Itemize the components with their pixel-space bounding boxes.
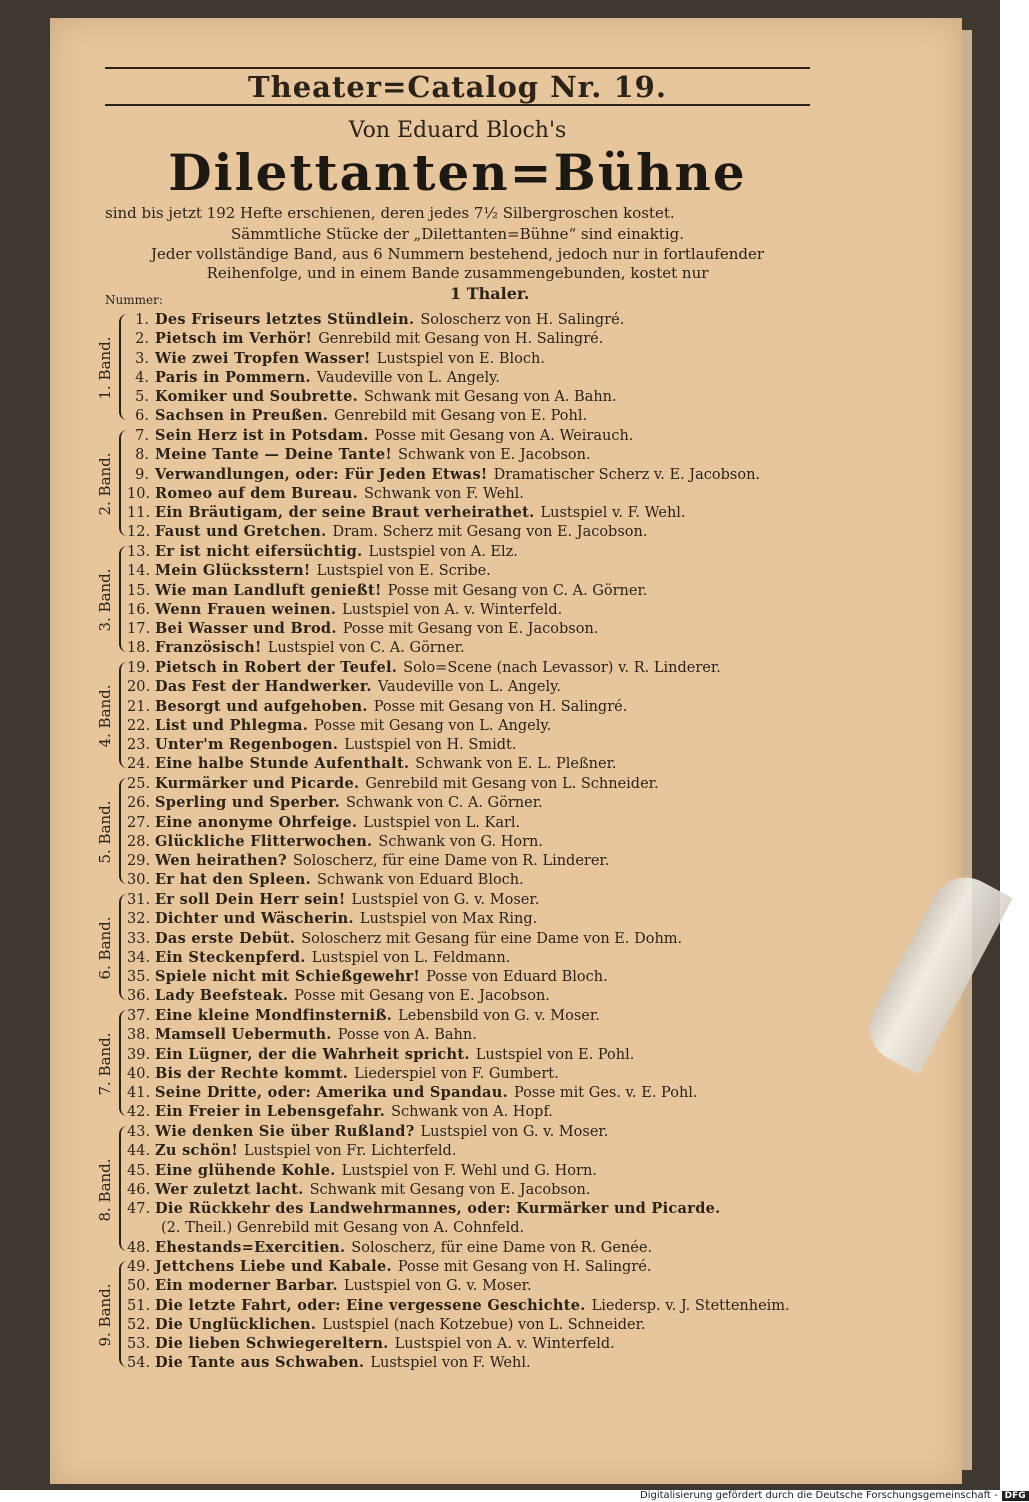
band-rows xyxy=(127,1122,727,1257)
item-number: 27. xyxy=(127,814,151,831)
list-item xyxy=(127,1083,698,1102)
item-description: Lustspiel von A. v. Winterfeld. xyxy=(394,1336,615,1353)
item-title: Die lieben Schwiegereltern. xyxy=(155,1335,389,1353)
item-description: Soloscherz, für eine Dame von R. Linderer. xyxy=(292,853,610,870)
item-description: Schwank von E. Jacobson. xyxy=(398,447,591,464)
list-item xyxy=(127,813,659,832)
item-description: Genrebild mit Gesang von E. Pohl. xyxy=(334,408,588,425)
item-title: Ein Bräutigam, der seine Braut verheirathet. xyxy=(155,504,535,522)
band-label-text: 9. Band. xyxy=(96,1283,114,1347)
item-title: Er soll Dein Herr sein! xyxy=(155,891,346,908)
item-description: Lustspiel von A. v. Winterfeld. xyxy=(342,601,563,618)
item-number: 43. xyxy=(127,1124,151,1140)
list-item xyxy=(127,716,721,735)
band-rows xyxy=(127,774,659,890)
item-title: Französisch! xyxy=(155,639,262,657)
item-description: Posse mit Gesang von E. Jacobson. xyxy=(294,988,550,1005)
item-description: Posse mit Gesang von C. A. Görner. xyxy=(387,582,648,599)
item-title: Mamsell Uebermuth. xyxy=(155,1026,332,1044)
item-description: Lustspiel von L. Feldmann. xyxy=(311,949,511,966)
item-number: 7. xyxy=(135,428,149,444)
item-description: Lustspiel von G. v. Moser. xyxy=(343,1278,532,1295)
item-description: Dram. Scherz mit Gesang von E. Jacobson. xyxy=(332,524,648,541)
item-number: 23. xyxy=(127,737,151,754)
item-title: Wie zwei Tropfen Wasser! xyxy=(155,349,371,367)
item-title: Lady Beefsteak. xyxy=(155,987,289,1005)
item-number: 22. xyxy=(127,717,151,734)
band-group xyxy=(96,1122,825,1257)
band-group xyxy=(96,1257,825,1373)
list-item xyxy=(127,1238,727,1257)
item-description: Lustspiel von G. v. Moser. xyxy=(351,892,540,908)
number-column-label: Nummer: xyxy=(105,293,163,307)
item-title: Glückliche Flitterwochen. xyxy=(155,832,373,850)
item-number: 25. xyxy=(127,776,151,792)
band-group xyxy=(96,426,825,542)
item-description: Solo=Scene (nach Levassor) v. R. Linderer. xyxy=(403,660,721,676)
item-description: Lustspiel von Max Ring. xyxy=(359,911,538,928)
list-item xyxy=(127,1161,727,1180)
item-description: Soloscherz von H. Salingré. xyxy=(420,312,625,328)
item-title: Die letzte Fahrt, oder: Eine vergessene Geschichte. xyxy=(155,1296,586,1314)
list-item xyxy=(127,697,721,716)
item-number: 50. xyxy=(127,1278,151,1295)
item-description: Schwank von A. Hopf. xyxy=(391,1104,553,1121)
item-title: Spiele nicht mit Schießgewehr! xyxy=(155,968,421,986)
intro-line-2: Sämmtliche Stücke der „Dilettanten=Bühne“ sind einaktig. xyxy=(231,225,684,243)
item-number: 30. xyxy=(127,872,151,889)
band-label-text: 6. Band. xyxy=(96,916,114,980)
item-number: 26. xyxy=(127,795,151,812)
band-rows xyxy=(127,310,624,426)
band-rows xyxy=(127,1257,790,1373)
item-number: 45. xyxy=(127,1162,151,1179)
list-item xyxy=(127,619,647,638)
item-description: Posse von A. Bahn. xyxy=(337,1027,477,1044)
intro-line-4: Reihenfolge, und in einem Bande zusammengebunden, kostet nur xyxy=(206,264,709,282)
item-number: 29. xyxy=(127,853,151,870)
item-description: Lustspiel von Fr. Lichterfeld. xyxy=(244,1143,457,1160)
list-item xyxy=(127,793,659,812)
item-title: Pietsch in Robert der Teufel. xyxy=(155,659,398,676)
item-number: 53. xyxy=(127,1336,151,1353)
item-title: Wie denken Sie über Rußland? xyxy=(155,1123,415,1140)
item-number: 18. xyxy=(127,640,151,657)
item-title: Kurmärker und Picarde. xyxy=(155,775,360,792)
item-number: 8. xyxy=(135,447,149,464)
list-item xyxy=(127,774,659,793)
item-number: 44. xyxy=(127,1143,151,1160)
list-item xyxy=(127,329,624,348)
band-rows xyxy=(127,542,647,658)
list-item xyxy=(127,1025,698,1044)
item-description: Dramatischer Scherz v. E. Jacobson. xyxy=(493,466,761,483)
list-item xyxy=(127,503,760,522)
item-number: 54. xyxy=(127,1355,151,1372)
item-number: 39. xyxy=(127,1046,151,1063)
item-number: 6. xyxy=(135,408,149,425)
item-number: 47. xyxy=(127,1201,151,1218)
item-title: Mein Glücksstern! xyxy=(155,562,311,580)
item-description: Lustspiel von E. Bloch. xyxy=(376,350,545,367)
publisher-subtitle: Von Eduard Bloch's xyxy=(348,118,567,143)
item-title: Verwandlungen, oder: Für Jeden Etwas! xyxy=(155,465,488,483)
item-number: 15. xyxy=(127,582,151,599)
item-description: Schwank mit Gesang von A. Bahn. xyxy=(364,389,617,406)
band-label-text: 2. Band. xyxy=(96,452,114,516)
list-item xyxy=(127,735,721,754)
item-title: Bei Wasser und Brod. xyxy=(155,620,337,638)
item-description: Genrebild mit Gesang von L. Schneider. xyxy=(365,776,659,792)
item-number: 41. xyxy=(127,1085,151,1102)
catalog-list xyxy=(96,310,825,1373)
item-title: Ehestands=Exercitien. xyxy=(155,1238,346,1256)
item-description: Posse mit Gesang von H. Salingré. xyxy=(397,1259,652,1275)
list-item xyxy=(127,986,682,1005)
item-description: Lebensbild von G. v. Moser. xyxy=(398,1008,600,1024)
item-description: Schwank mit Gesang von E. Jacobson. xyxy=(309,1181,591,1198)
band-label-text: 3. Band. xyxy=(96,568,114,632)
list-item xyxy=(127,851,659,870)
item-description: Vaudeville von L. Angely. xyxy=(316,369,500,386)
item-number: 21. xyxy=(127,698,151,715)
list-item xyxy=(127,1257,790,1276)
band-group xyxy=(96,658,825,774)
item-title: Unter'm Regenbogen. xyxy=(155,736,339,754)
band-label-text: 5. Band. xyxy=(96,800,114,864)
item-number: 31. xyxy=(127,892,151,908)
band-group xyxy=(96,890,825,1006)
item-title: Zu schön! xyxy=(155,1142,238,1160)
list-item xyxy=(127,542,647,561)
item-number: 35. xyxy=(127,969,151,986)
band-rows xyxy=(127,658,721,774)
item-number: 5. xyxy=(135,389,149,406)
band-label-text: 1. Band. xyxy=(96,336,114,400)
list-item xyxy=(127,426,760,445)
list-item xyxy=(127,1296,790,1315)
item-description: Lustspiel von E. Pohl. xyxy=(475,1046,635,1063)
list-item xyxy=(127,1141,727,1160)
item-number: 19. xyxy=(127,660,151,676)
item-description: Soloscherz mit Gesang für eine Dame von E. Dohm. xyxy=(301,930,683,947)
item-title: Dichter und Wäscherin. xyxy=(155,910,354,928)
band-group xyxy=(96,542,825,658)
item-title: Das Fest der Handwerker. xyxy=(155,678,372,696)
item-title: Wen heirathen? xyxy=(155,852,287,870)
band-group xyxy=(96,310,825,426)
list-item xyxy=(127,1180,727,1199)
list-item xyxy=(127,658,721,677)
list-item xyxy=(127,522,760,541)
list-item xyxy=(127,870,659,889)
item-description: Lustspiel von F. Wehl. xyxy=(370,1355,531,1372)
item-title: Die Tante aus Schwaben. xyxy=(155,1354,365,1372)
top-rule xyxy=(105,67,810,69)
item-number: 48. xyxy=(127,1239,151,1256)
item-description: Lustspiel von L. Karl. xyxy=(363,814,521,831)
item-description: Schwank von Eduard Bloch. xyxy=(316,872,524,889)
list-item xyxy=(127,1199,727,1218)
item-number: 3. xyxy=(135,350,149,367)
list-item xyxy=(127,310,624,329)
item-number: 38. xyxy=(127,1027,151,1044)
item-title: Wenn Frauen weinen. xyxy=(155,600,337,618)
list-item xyxy=(127,1218,727,1237)
item-description: Schwank von F. Wehl. xyxy=(363,485,524,502)
item-title: Bis der Rechte kommt. xyxy=(155,1064,349,1082)
intro-line-price: 1 Thaler. xyxy=(450,284,530,303)
item-number: 17. xyxy=(127,621,151,638)
band-group xyxy=(96,1006,825,1122)
item-description: Posse mit Gesang von E. Jacobson. xyxy=(342,621,599,638)
list-item xyxy=(127,967,682,986)
item-number: 40. xyxy=(127,1065,151,1082)
list-item xyxy=(127,638,647,657)
item-number: 20. xyxy=(127,679,151,696)
item-number: 51. xyxy=(127,1297,151,1314)
item-number: 49. xyxy=(127,1259,151,1275)
item-description: Lustspiel von F. Wehl und G. Horn. xyxy=(341,1162,597,1179)
item-title: Paris in Pommern. xyxy=(155,368,311,386)
list-item xyxy=(127,600,647,619)
list-item xyxy=(127,465,760,484)
item-title: Seine Dritte, oder: Amerika und Spandau. xyxy=(155,1084,508,1102)
item-number: 32. xyxy=(127,911,151,928)
list-item xyxy=(127,387,624,406)
item-title: Meine Tante — Deine Tante! xyxy=(155,446,393,464)
item-description: Posse mit Gesang von H. Salingré. xyxy=(373,698,628,715)
item-description: Lustspiel von G. v. Moser. xyxy=(420,1124,609,1140)
item-number: 11. xyxy=(127,505,151,522)
item-title: Die Rückkehr des Landwehrmannes, oder: Kurmärker und Picarde. xyxy=(155,1200,721,1218)
list-item xyxy=(127,890,682,909)
item-description: Schwank von E. L. Pleßner. xyxy=(415,756,617,773)
band-rows xyxy=(127,1006,698,1122)
list-item xyxy=(127,581,647,600)
item-number: 42. xyxy=(127,1104,151,1121)
item-number: 4. xyxy=(135,369,149,386)
item-description: Posse mit Ges. v. E. Pohl. xyxy=(513,1085,698,1102)
item-title: Wer zuletzt lacht. xyxy=(155,1180,304,1198)
list-item xyxy=(127,677,721,696)
item-description: Liederspiel von F. Gumbert. xyxy=(354,1065,559,1082)
item-title: List und Phlegma. xyxy=(155,716,309,734)
item-description: Posse mit Gesang von L. Angely. xyxy=(314,717,552,734)
list-item xyxy=(127,368,624,387)
item-description: Lustspiel v. F. Wehl. xyxy=(540,505,686,522)
list-item xyxy=(127,1122,727,1141)
item-number: 13. xyxy=(127,544,151,560)
series-headline: Dilettanten=Bühne xyxy=(168,143,747,202)
dfg-logo: DFG xyxy=(1002,1491,1029,1501)
list-item xyxy=(127,445,760,464)
item-title: Ein Freier in Lebensgefahr. xyxy=(155,1103,386,1121)
list-item xyxy=(127,484,760,503)
item-number: 37. xyxy=(127,1008,151,1024)
item-title: Eine glühende Kohle. xyxy=(155,1161,336,1179)
list-item xyxy=(127,1102,698,1121)
item-number: 10. xyxy=(127,485,151,502)
item-description: Lustspiel von A. Elz. xyxy=(368,544,518,560)
item-title: Sperling und Sperber. xyxy=(155,794,340,812)
item-title: Jettchens Liebe und Kabale. xyxy=(155,1258,392,1275)
item-title: Romeo auf dem Bureau. xyxy=(155,484,358,502)
item-number: 16. xyxy=(127,601,151,618)
item-number: 14. xyxy=(127,563,151,580)
item-description: Lustspiel von C. A. Görner. xyxy=(267,640,465,657)
intro-line-1: sind bis jetzt 192 Hefte erschienen, deren jedes 7½ Silbergroschen kostet. xyxy=(105,204,675,222)
item-description: Genrebild mit Gesang von H. Salingré. xyxy=(318,331,604,348)
list-item xyxy=(127,349,624,368)
band-label-text: 4. Band. xyxy=(96,684,114,748)
item-title: Wie man Landluft genießt! xyxy=(155,581,382,599)
intro-line-3: Jeder vollständige Band, aus 6 Nummern bestehend, jedoch nur in fortlaufender xyxy=(150,245,765,263)
list-item xyxy=(127,1276,790,1295)
item-title: Er ist nicht eifersüchtig. xyxy=(155,543,363,560)
item-number: 46. xyxy=(127,1181,151,1198)
item-title: Eine anonyme Ohrfeige. xyxy=(155,813,358,831)
item-description: Schwank von C. A. Görner. xyxy=(346,795,543,812)
item-title: Komiker und Soubrette. xyxy=(155,388,358,406)
item-number: 2. xyxy=(135,331,149,348)
item-description: Schwank von G. Horn. xyxy=(378,833,543,850)
item-description: Lustspiel (nach Kotzebue) von L. Schneider. xyxy=(322,1316,646,1333)
item-description: Lustspiel von E. Scribe. xyxy=(316,563,491,580)
item-title: Das erste Debüt. xyxy=(155,929,296,947)
list-item xyxy=(127,1315,790,1334)
item-title: Sein Herz ist in Potsdam. xyxy=(155,427,369,444)
item-description: Posse mit Gesang von A. Weirauch. xyxy=(374,428,634,444)
item-title: Die Unglücklichen. xyxy=(155,1315,317,1333)
item-number: 34. xyxy=(127,949,151,966)
item-description: Lustspiel von H. Smidt. xyxy=(344,737,517,754)
item-title: Ein Steckenpferd. xyxy=(155,948,306,966)
band-rows xyxy=(127,426,760,542)
title-rule xyxy=(105,104,810,106)
list-item xyxy=(127,561,647,580)
item-title: Er hat den Spleen. xyxy=(155,871,311,889)
item-number: 24. xyxy=(127,756,151,773)
item-description: (2. Theil.) Genrebild mit Gesang von A. Cohnfeld. xyxy=(161,1220,525,1237)
catalog-title: Theater=Catalog Nr. 19. xyxy=(248,70,667,104)
list-item xyxy=(127,929,682,948)
item-title: Besorgt und aufgehoben. xyxy=(155,697,368,715)
item-number: 12. xyxy=(127,524,151,541)
item-number: 28. xyxy=(127,833,151,850)
footer xyxy=(640,1490,1029,1501)
item-number: 36. xyxy=(127,988,151,1005)
item-number: 52. xyxy=(127,1316,151,1333)
item-title: Ein moderner Barbar. xyxy=(155,1277,338,1295)
item-title: Faust und Gretchen. xyxy=(155,523,327,541)
item-title: Eine kleine Mondfinsterniß. xyxy=(155,1007,393,1024)
item-title: Ein Lügner, der die Wahrheit spricht. xyxy=(155,1045,470,1063)
list-item xyxy=(127,1353,790,1372)
item-description: Soloscherz, für eine Dame von R. Genée. xyxy=(351,1239,653,1256)
band-label-text: 7. Band. xyxy=(96,1032,114,1096)
list-item xyxy=(127,1045,698,1064)
band-group xyxy=(96,774,825,890)
footer-text: Digitalisierung gefördert durch die Deutsche Forschungsgemeinschaft - xyxy=(640,1490,998,1501)
list-item xyxy=(127,406,624,425)
item-number: 33. xyxy=(127,930,151,947)
item-title: Pietsch im Verhör! xyxy=(155,330,313,348)
list-item xyxy=(127,1334,790,1353)
list-item xyxy=(127,909,682,928)
list-item xyxy=(127,1006,698,1025)
item-title: Eine halbe Stunde Aufenthalt. xyxy=(155,755,410,773)
item-description: Liedersp. v. J. Stettenheim. xyxy=(591,1297,790,1314)
item-title: Sachsen in Preußen. xyxy=(155,407,329,425)
list-item xyxy=(127,1064,698,1083)
item-number: 1. xyxy=(135,312,149,328)
list-item xyxy=(127,948,682,967)
list-item xyxy=(127,832,659,851)
item-number: 9. xyxy=(135,466,149,483)
band-rows xyxy=(127,890,682,1006)
band-label-text: 8. Band. xyxy=(96,1157,114,1222)
item-title: Des Friseurs letztes Stündlein. xyxy=(155,311,415,328)
item-description: Vaudeville von L. Angely. xyxy=(377,679,562,696)
item-description: Posse von Eduard Bloch. xyxy=(426,969,608,986)
list-item xyxy=(127,754,721,773)
